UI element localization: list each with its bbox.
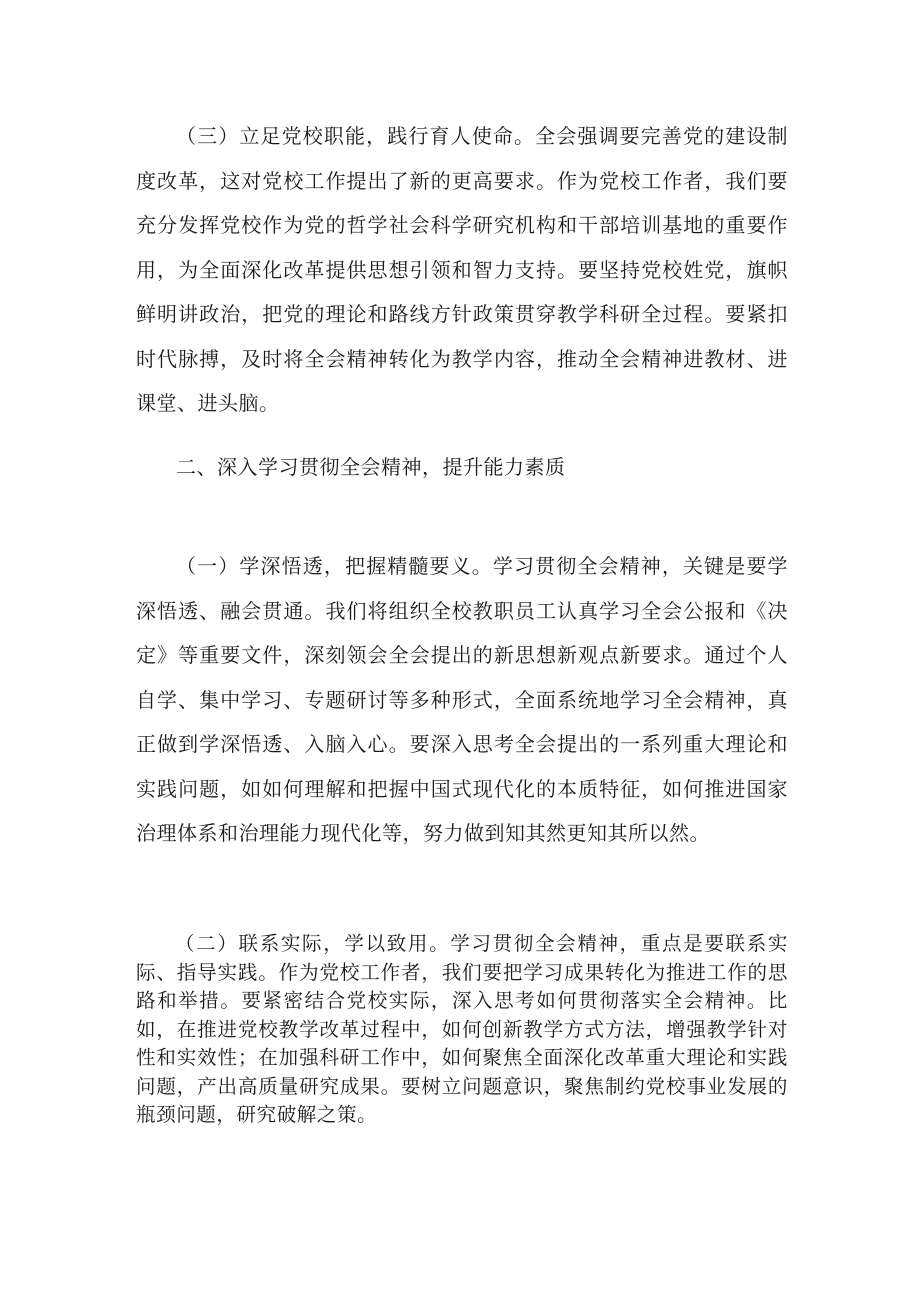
paragraph-study-deeply: （一）学深悟透，把握精髓要义。学习贯彻全会精神，关键是要学深悟透、融会贯通。我们将组织全校教职员工认真学习全会公报和《决定》等重要文件，深刻领会全会提出的新思想新观点新要求。通过个人自学、集中学习、专题研讨等多种形式，全面系统地学习全会精神，真正做到学深悟透、入脑入心。要深入思考全会提出的一系列重大理论和实践问题，如如何理解和把握中国式现代化的本质特征，如何推进国家治理体系和治理能力现代化等，努力做到知其然更知其所以然。 — [136, 554, 788, 845]
section-heading-2: 二、深入学习贯彻全会精神，提升能力素质 — [176, 455, 566, 479]
paragraph-party-school-role: （三）立足党校职能，践行育人使命。全会强调要完善党的建设制度改革，这对党校工作提出了新的更高要求。作为党校工作者，我们要充分发挥党校作为党的哲学社会科学研究机构和干部培训基地的重要作用，为全面深化改革提供思想引领和智力支持。要坚持党校姓党，旗帜鲜明讲政治，把党的理论和路线方针政策贯穿教学科研全过程。要紧扣时代脉搏，及时将全会精神转化为教学内容，推动全会精神进教材、进课堂、进头脑。 — [136, 124, 788, 415]
paragraph-apply-practice: （二）联系实际，学以致用。学习贯彻全会精神，重点是要联系实际、指导实践。作为党校工作者，我们要把学习成果转化为推进工作的思路和举措。要紧密结合党校实际，深入思考如何贯彻落实全会精神。比如，在推进党校教学改革过程中，如何创新教学方式方法，增强教学针对性和实效性；在加强科研工作中，如何聚焦全面深化改革重大理论和实践问题，产出高质量研究成果。要树立问题意识，聚焦制约党校事业发展的瓶颈问题，研究破解之策。 — [136, 932, 788, 1126]
